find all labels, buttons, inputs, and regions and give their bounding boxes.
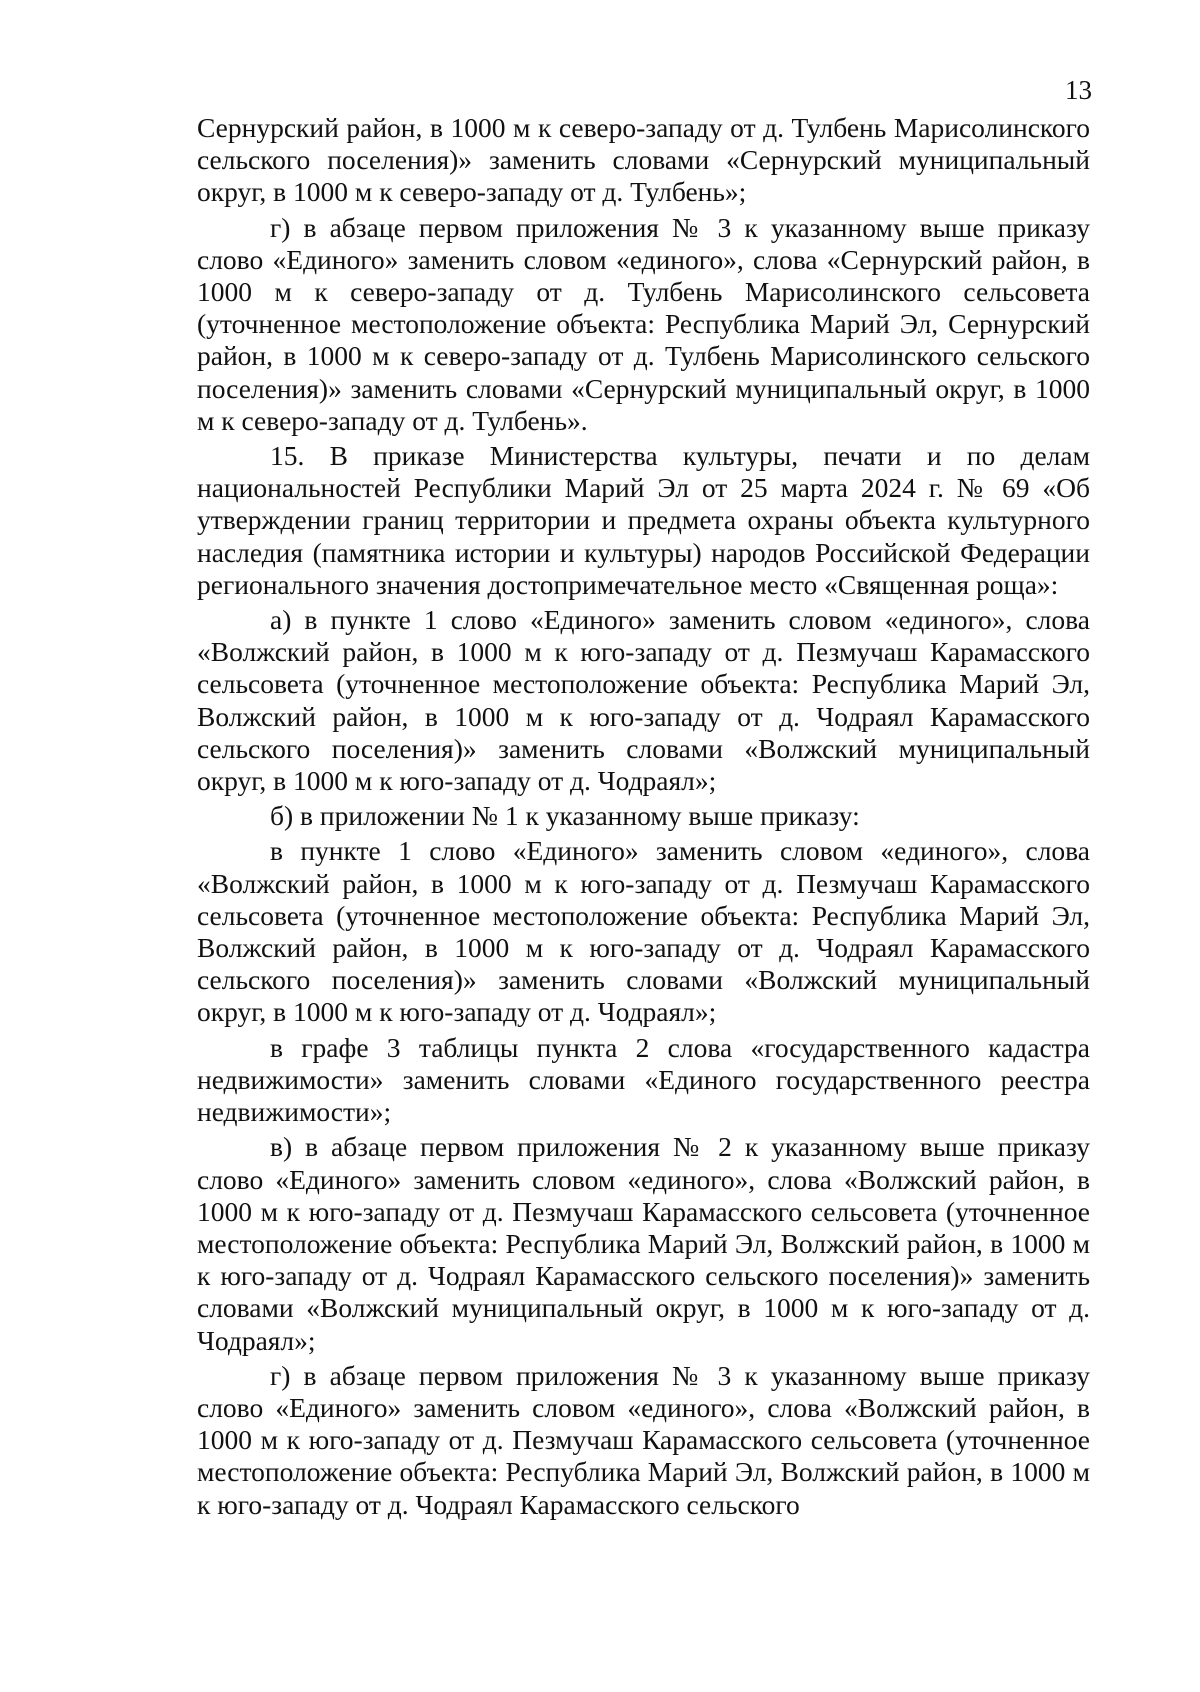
paragraph-8: в) в абзаце первом приложения № 2 к указанному выше приказу слово «Единого» заменить словом «единого», слова «Волжский район, в 1000 м к юго-западу от д. Пезмучаш Карамасского сельсовета (уточненное местоположение объекта: Республика Марий Эл, Волжский район, в 1000 м к юго-западу от д. Чодраял Карамасского сельского поселения)» заменить словами «Волжский муниципальный округ, в 1000 м к юго-западу от д. Чодраял»;	[197, 1131, 1090, 1356]
paragraph-4: а) в пункте 1 слово «Единого» заменить словом «единого», слова «Волжский район, в 1000 м к юго-западу от д. Пезмучаш Карамасского сельсовета (уточненное местоположение объекта: Республика Марий Эл, Волжский район, в 1000 м к юго-западу от д. Чодраял Карамасского сельского поселения)» заменить словами «Волжский муниципальный округ, в 1000 м к юго-западу от д. Чодраял»;	[197, 604, 1090, 797]
page-number: 13	[1065, 75, 1092, 105]
paragraph-1: Сернурский район, в 1000 м к северо-западу от д. Тулбень Марисолинского сельского поселения)» заменить словами «Сернурский муниципальный округ, в 1000 м к северо-западу от д. Тулбень»;	[197, 112, 1090, 208]
paragraph-3: 15. В приказе Министерства культуры, печати и по делам национальностей Республики Марий Эл от 25 марта 2024 г. № 69 «Об утверждении границ территории и предмета охраны объекта культурного наследия (памятника истории и культуры) народов Российской Федерации регионального значения достопримечательное место «Священная роща»:	[197, 440, 1090, 600]
paragraph-7: в графе 3 таблицы пункта 2 слова «государственного кадастра недвижимости» заменить словами «Единого государственного реестра недвижимости»;	[197, 1031, 1090, 1128]
document-body	[197, 112, 1090, 1521]
paragraph-9: г) в абзаце первом приложения № 3 к указанному выше приказу слово «Единого» заменить словом «единого», слова «Волжский район, в 1000 м к юго-западу от д. Пезмучаш Карамасского сельсовета (уточненное местоположение объекта: Республика Марий Эл, Волжский район, в 1000 м к юго-западу от д. Чодраял Карамасского сельского	[197, 1359, 1090, 1520]
paragraph-2: г) в абзаце первом приложения № 3 к указанному выше приказу слово «Единого» заменить словом «единого», слова «Сернурский район, в 1000 м к северо-западу от д. Тулбень Марисолинского сельсовета (уточненное местоположение объекта: Республика Марий Эл, Сернурский район, в 1000 м к северо-западу от д. Тулбень Марисолинского сельского поселения)» заменить словами «Сернурский муниципальный округ, в 1000 м к северо-западу от д. Тулбень».	[197, 211, 1090, 436]
paragraph-6: в пункте 1 слово «Единого» заменить словом «единого», слова «Волжский район, в 1000 м к юго-западу от д. Пезмучаш Карамасского сельсовета (уточненное местоположение объекта: Республика Марий Эл, Волжский район, в 1000 м к юго-западу от д. Чодраял Карамасского сельского поселения)» заменить словами «Волжский муниципальный округ, в 1000 м к юго-западу от д. Чодраял»;	[197, 835, 1090, 1028]
paragraph-5: б) в приложении № 1 к указанному выше приказу:	[270, 800, 860, 832]
